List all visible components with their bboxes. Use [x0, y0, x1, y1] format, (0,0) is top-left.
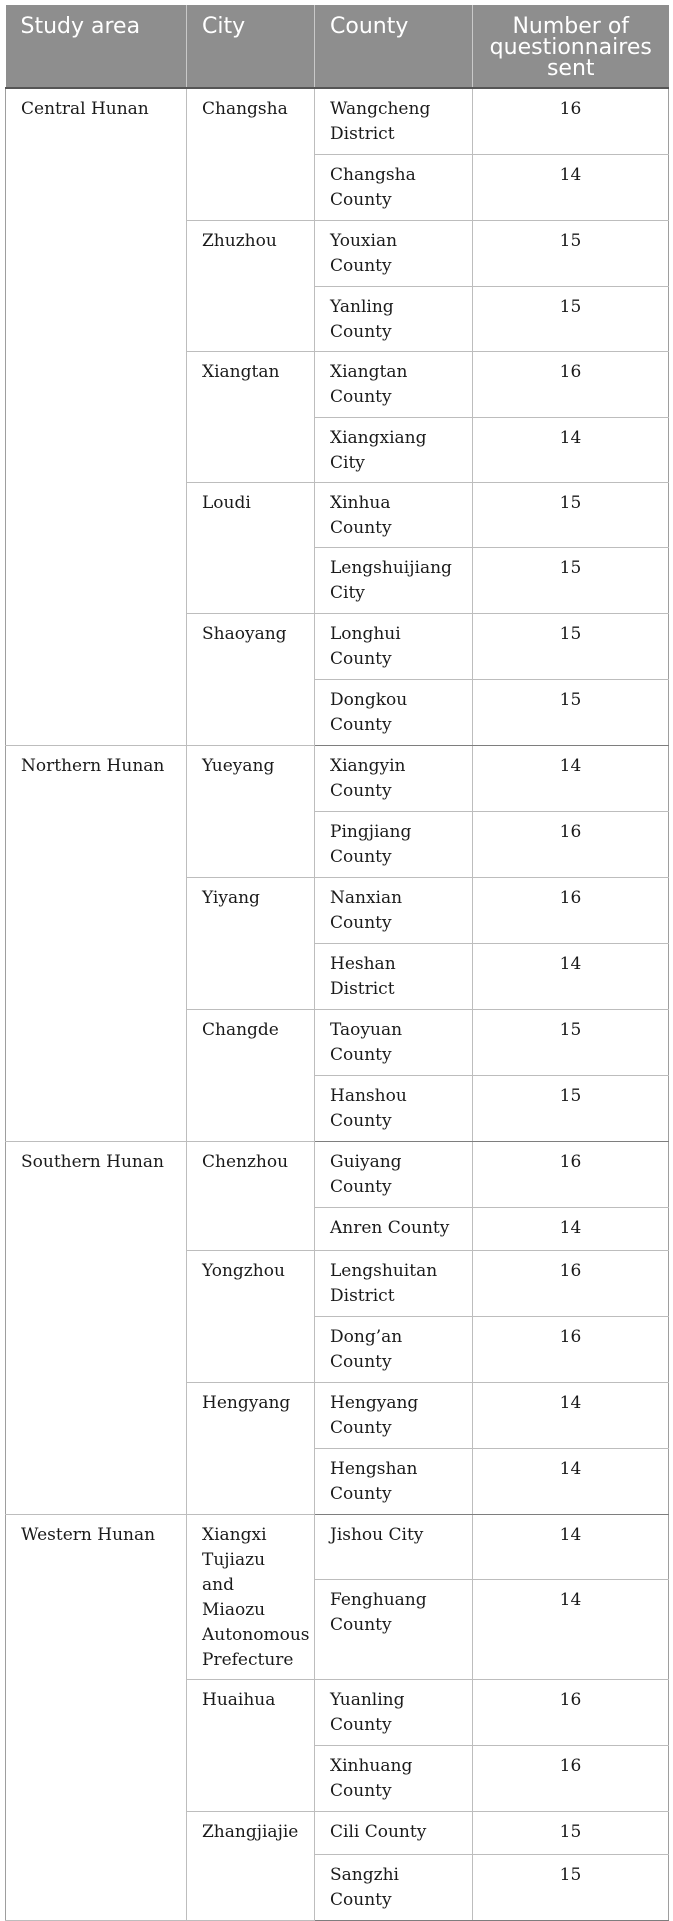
questionnaire-count-cell: 15 — [473, 613, 669, 679]
county-cell: Lengshuijiang City — [315, 547, 473, 613]
county-cell: Dong’an County — [315, 1316, 473, 1382]
questionnaire-count-cell: 15 — [473, 1075, 669, 1141]
county-cell: Jishou City — [315, 1514, 473, 1579]
city-cell: Changsha — [187, 88, 315, 220]
study-area-cell: Southern Hunan — [6, 1141, 187, 1514]
county-cell: Hengshan County — [315, 1448, 473, 1514]
study-area-cell: Western Hunan — [6, 1514, 187, 1920]
city-cell: Xiangtan — [187, 351, 315, 482]
header-county: County — [315, 5, 473, 88]
city-cell: Loudi — [187, 482, 315, 613]
county-cell: Anren County — [315, 1207, 473, 1250]
questionnaire-count-cell: 14 — [473, 1207, 669, 1250]
questionnaire-count-cell: 14 — [473, 1382, 669, 1448]
questionnaire-count-cell: 15 — [473, 482, 669, 547]
county-cell: Guiyang County — [315, 1141, 473, 1207]
city-cell: Zhuzhou — [187, 220, 315, 351]
county-cell: Hengyang County — [315, 1382, 473, 1448]
questionnaire-count-cell: 14 — [473, 745, 669, 811]
questionnaire-count-cell: 14 — [473, 1514, 669, 1579]
table-row — [6, 745, 669, 811]
city-cell: Chenzhou — [187, 1141, 315, 1250]
table-body — [6, 88, 669, 1920]
county-cell: Wangcheng District — [315, 88, 473, 154]
questionnaire-count-cell: 16 — [473, 1250, 669, 1316]
study-area-cell: Central Hunan — [6, 88, 187, 745]
county-cell: Xiangxiang City — [315, 417, 473, 482]
questionnaire-count-cell: 15 — [473, 1811, 669, 1854]
county-cell: Changsha County — [315, 154, 473, 220]
questionnaire-count-cell: 14 — [473, 1448, 669, 1514]
city-cell: Yiyang — [187, 877, 315, 1009]
county-cell: Xinhuang County — [315, 1745, 473, 1811]
questionnaire-count-cell: 16 — [473, 1316, 669, 1382]
county-cell: Nanxian County — [315, 877, 473, 943]
city-cell: Yongzhou — [187, 1250, 315, 1382]
questionnaire-count-cell: 15 — [473, 1854, 669, 1920]
county-cell: Dongkou County — [315, 679, 473, 745]
questionnaire-count-cell: 16 — [473, 1679, 669, 1745]
questionnaire-distribution-table — [5, 5, 669, 1921]
county-cell: Xiangtan County — [315, 351, 473, 417]
questionnaire-count-cell: 16 — [473, 811, 669, 877]
questionnaire-count-cell: 15 — [473, 679, 669, 745]
header-study-area: Study area — [6, 5, 187, 88]
questionnaire-count-cell: 14 — [473, 417, 669, 482]
questionnaire-count-cell: 16 — [473, 88, 669, 154]
county-cell: Yanling County — [315, 286, 473, 351]
county-cell: Yuanling County — [315, 1679, 473, 1745]
county-cell: Lengshuitan District — [315, 1250, 473, 1316]
table-row — [6, 1141, 669, 1207]
county-cell: Xinhua County — [315, 482, 473, 547]
questionnaire-count-cell: 16 — [473, 877, 669, 943]
city-cell: Yueyang — [187, 745, 315, 877]
questionnaire-count-cell: 15 — [473, 286, 669, 351]
header-row — [6, 5, 669, 88]
county-cell: Cili County — [315, 1811, 473, 1854]
questionnaire-count-cell: 14 — [473, 1579, 669, 1679]
city-cell: Shaoyang — [187, 613, 315, 745]
county-cell: Sangzhi County — [315, 1854, 473, 1920]
county-cell: Longhui County — [315, 613, 473, 679]
header-city: City — [187, 5, 315, 88]
county-cell: Hanshou County — [315, 1075, 473, 1141]
city-cell: Hengyang — [187, 1382, 315, 1514]
questionnaire-count-cell: 14 — [473, 943, 669, 1009]
city-cell: Huaihua — [187, 1679, 315, 1811]
county-cell: Fenghuang County — [315, 1579, 473, 1679]
city-cell: Zhangjiajie — [187, 1811, 315, 1920]
county-cell: Youxian County — [315, 220, 473, 286]
table-header — [6, 5, 669, 88]
table-row — [6, 88, 669, 154]
county-cell: Taoyuan County — [315, 1009, 473, 1075]
questionnaire-count-cell: 15 — [473, 1009, 669, 1075]
city-cell: Changde — [187, 1009, 315, 1141]
city-cell: Xiangxi Tujiazu and Miaozu Autonomous Prefecture — [187, 1514, 315, 1679]
county-cell: Xiangyin County — [315, 745, 473, 811]
questionnaire-count-cell: 15 — [473, 220, 669, 286]
study-area-cell: Northern Hunan — [6, 745, 187, 1141]
questionnaire-count-cell: 16 — [473, 1141, 669, 1207]
county-cell: Pingjiang County — [315, 811, 473, 877]
questionnaire-count-cell: 16 — [473, 351, 669, 417]
questionnaire-count-cell: 15 — [473, 547, 669, 613]
table-row — [6, 1514, 669, 1579]
header-questionnaires-sent: Number of questionnaires sent — [473, 5, 669, 88]
county-cell: Heshan District — [315, 943, 473, 1009]
questionnaire-count-cell: 16 — [473, 1745, 669, 1811]
questionnaire-count-cell: 14 — [473, 154, 669, 220]
